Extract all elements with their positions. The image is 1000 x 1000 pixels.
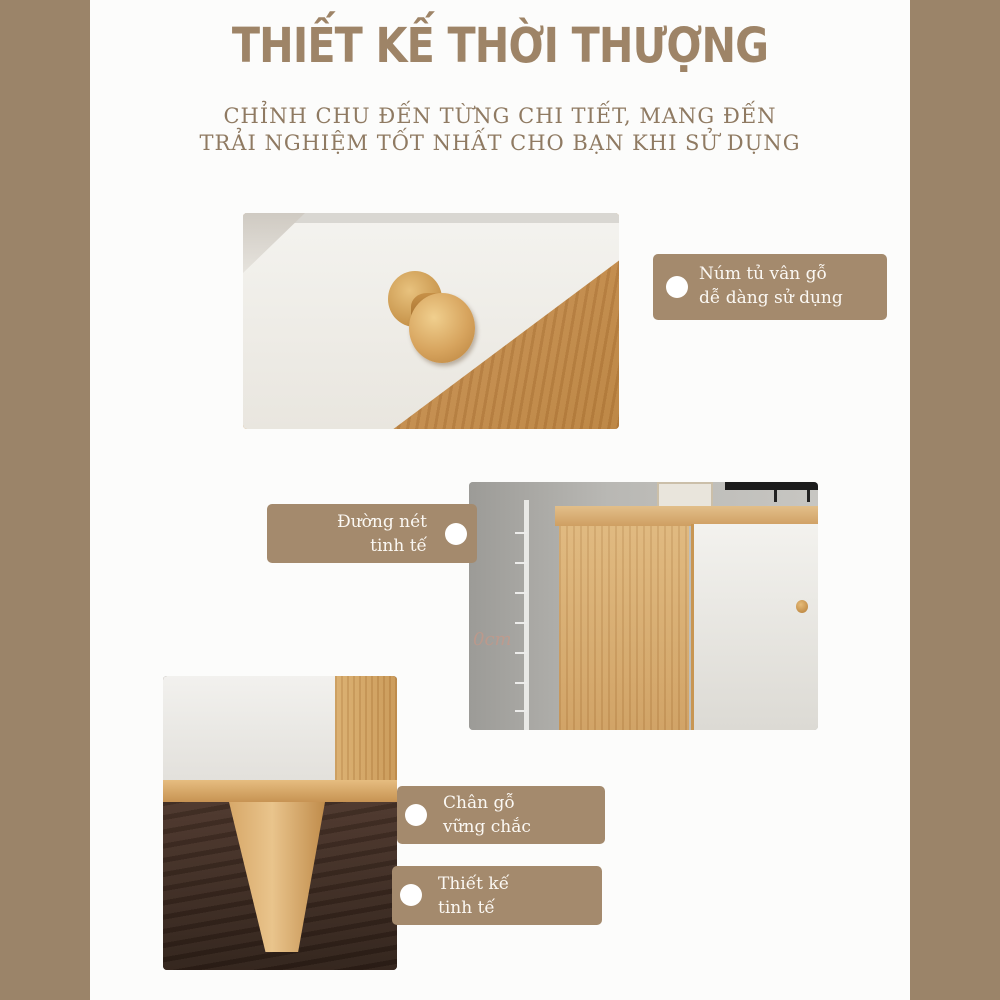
ruler-tick bbox=[515, 532, 527, 534]
feature-text bbox=[438, 872, 509, 920]
feature-line-1: Chân gỗ bbox=[443, 793, 515, 813]
cabinet-base bbox=[163, 780, 397, 802]
bullet-dot-icon bbox=[400, 884, 422, 906]
feature-line-2: tinh tế bbox=[438, 898, 495, 918]
feature-line-1: Đường nét bbox=[337, 512, 427, 532]
feature-line-2: dễ dàng sử dụng bbox=[699, 288, 843, 308]
knob-photo bbox=[243, 213, 619, 429]
ruler-tick bbox=[515, 682, 527, 684]
cabinet-top bbox=[555, 506, 818, 526]
ruler-label: 0cm bbox=[473, 629, 512, 650]
door-knob bbox=[796, 600, 808, 613]
cabinet-door bbox=[691, 524, 818, 730]
cabinet-door bbox=[163, 676, 335, 784]
tv-screen bbox=[725, 482, 818, 490]
feature-label-knob bbox=[653, 254, 887, 320]
feature-label-legs bbox=[397, 786, 605, 844]
cabinet-side bbox=[335, 676, 397, 788]
measurement-ruler bbox=[524, 500, 529, 730]
bullet-dot-icon bbox=[445, 523, 467, 545]
leg-photo bbox=[163, 676, 397, 970]
ruler-tick bbox=[515, 622, 527, 624]
wooden-knob bbox=[409, 293, 475, 363]
ruler-tick bbox=[515, 652, 527, 654]
bullet-dot-icon bbox=[405, 804, 427, 826]
feature-line-1: Thiết kế bbox=[438, 874, 510, 894]
ruler-tick bbox=[515, 592, 527, 594]
subtitle-line-2: TRẢI NGHIỆM TỐT NHẤT CHO BẠN KHI SỬ DỤNG bbox=[199, 131, 801, 155]
feature-text bbox=[443, 791, 531, 839]
subtitle-line-1: CHỈNH CHU ĐẾN TỪNG CHI TIẾT, MANG ĐẾN bbox=[223, 104, 777, 128]
feature-line-2: vững chắc bbox=[443, 817, 531, 837]
ruler-tick bbox=[515, 562, 527, 564]
cabinet-photo bbox=[469, 482, 818, 730]
feature-label-design bbox=[392, 866, 602, 925]
feature-line-1: Núm tủ vân gỗ bbox=[699, 264, 827, 284]
feature-line-2: tinh tế bbox=[370, 536, 427, 556]
feature-label-lines bbox=[267, 504, 477, 563]
tv-stand bbox=[774, 490, 810, 502]
bullet-dot-icon bbox=[666, 276, 688, 298]
page-title: THIẾT KẾ THỜI THƯỢNG bbox=[231, 18, 769, 74]
feature-text bbox=[337, 510, 427, 558]
feature-text bbox=[699, 262, 843, 310]
cabinet-side bbox=[559, 526, 689, 730]
ruler-tick bbox=[515, 710, 527, 712]
